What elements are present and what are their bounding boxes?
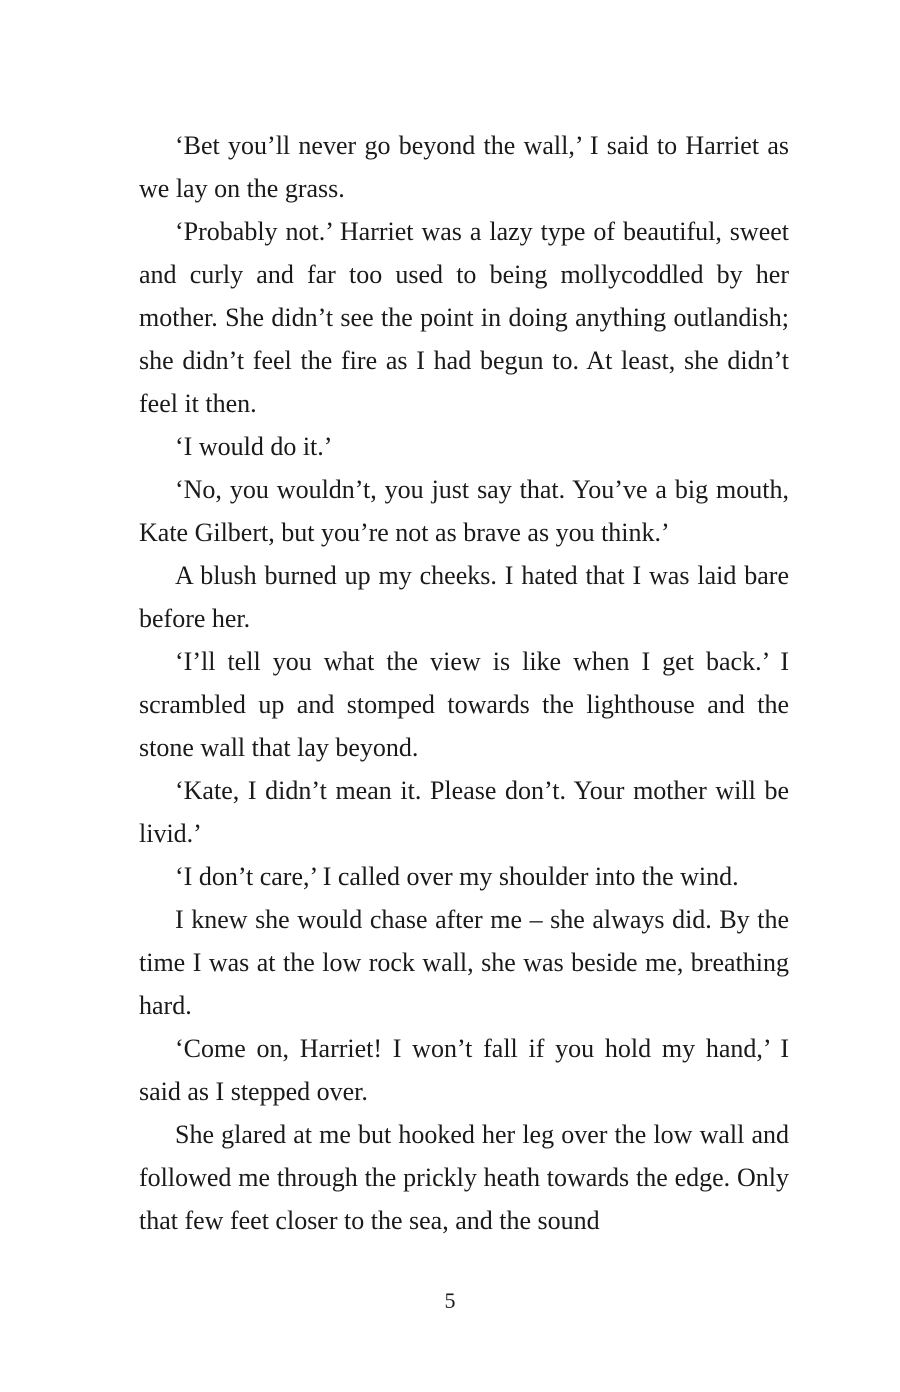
paragraph-11: She glared at me but hooked her leg over the low wall and followed me through the prickly heath towards the edge. Only that few feet closer to the sea, and the sound [139,1120,789,1235]
paragraph-8: ‘I don’t care,’ I called over my shoulder into the wind. [175,862,739,891]
paragraph-3: ‘I would do it.’ [175,432,333,461]
paragraph-5: A blush burned up my cheeks. I hated that I was laid bare before her. [139,561,789,633]
paragraph-6: ‘I’ll tell you what the view is like when I get back.’ I scrambled up and stomped towards the lighthouse and the stone wall that lay beyond. [139,647,789,762]
paragraph-2: ‘Probably not.’ Harriet was a lazy type of beautiful, sweet and curly and far too used to being mollycoddled by her mother. She didn’t see the point in doing anything outlandish; she didn’t feel the fire as I had begun to. At least, she didn’t feel it then. [139,217,789,418]
page-number: 5 [444,1288,456,1313]
paragraph-4: ‘No, you wouldn’t, you just say that. You’ve a big mouth, Kate Gilbert, but you’re not as brave as you think.’ [139,475,789,547]
page-body [139,124,789,1242]
paragraph-1: ‘Bet you’ll never go beyond the wall,’ I said to Harriet as we lay on the grass. [139,131,789,203]
paragraph-7: ‘Kate, I didn’t mean it. Please don’t. Your mother will be livid.’ [139,776,789,848]
paragraph-10: ‘Come on, Harriet! I won’t fall if you hold my hand,’ I said as I stepped over. [139,1034,789,1106]
paragraph-9: I knew she would chase after me – she always did. By the time I was at the low rock wall, she was beside me, breathing hard. [139,905,789,1020]
